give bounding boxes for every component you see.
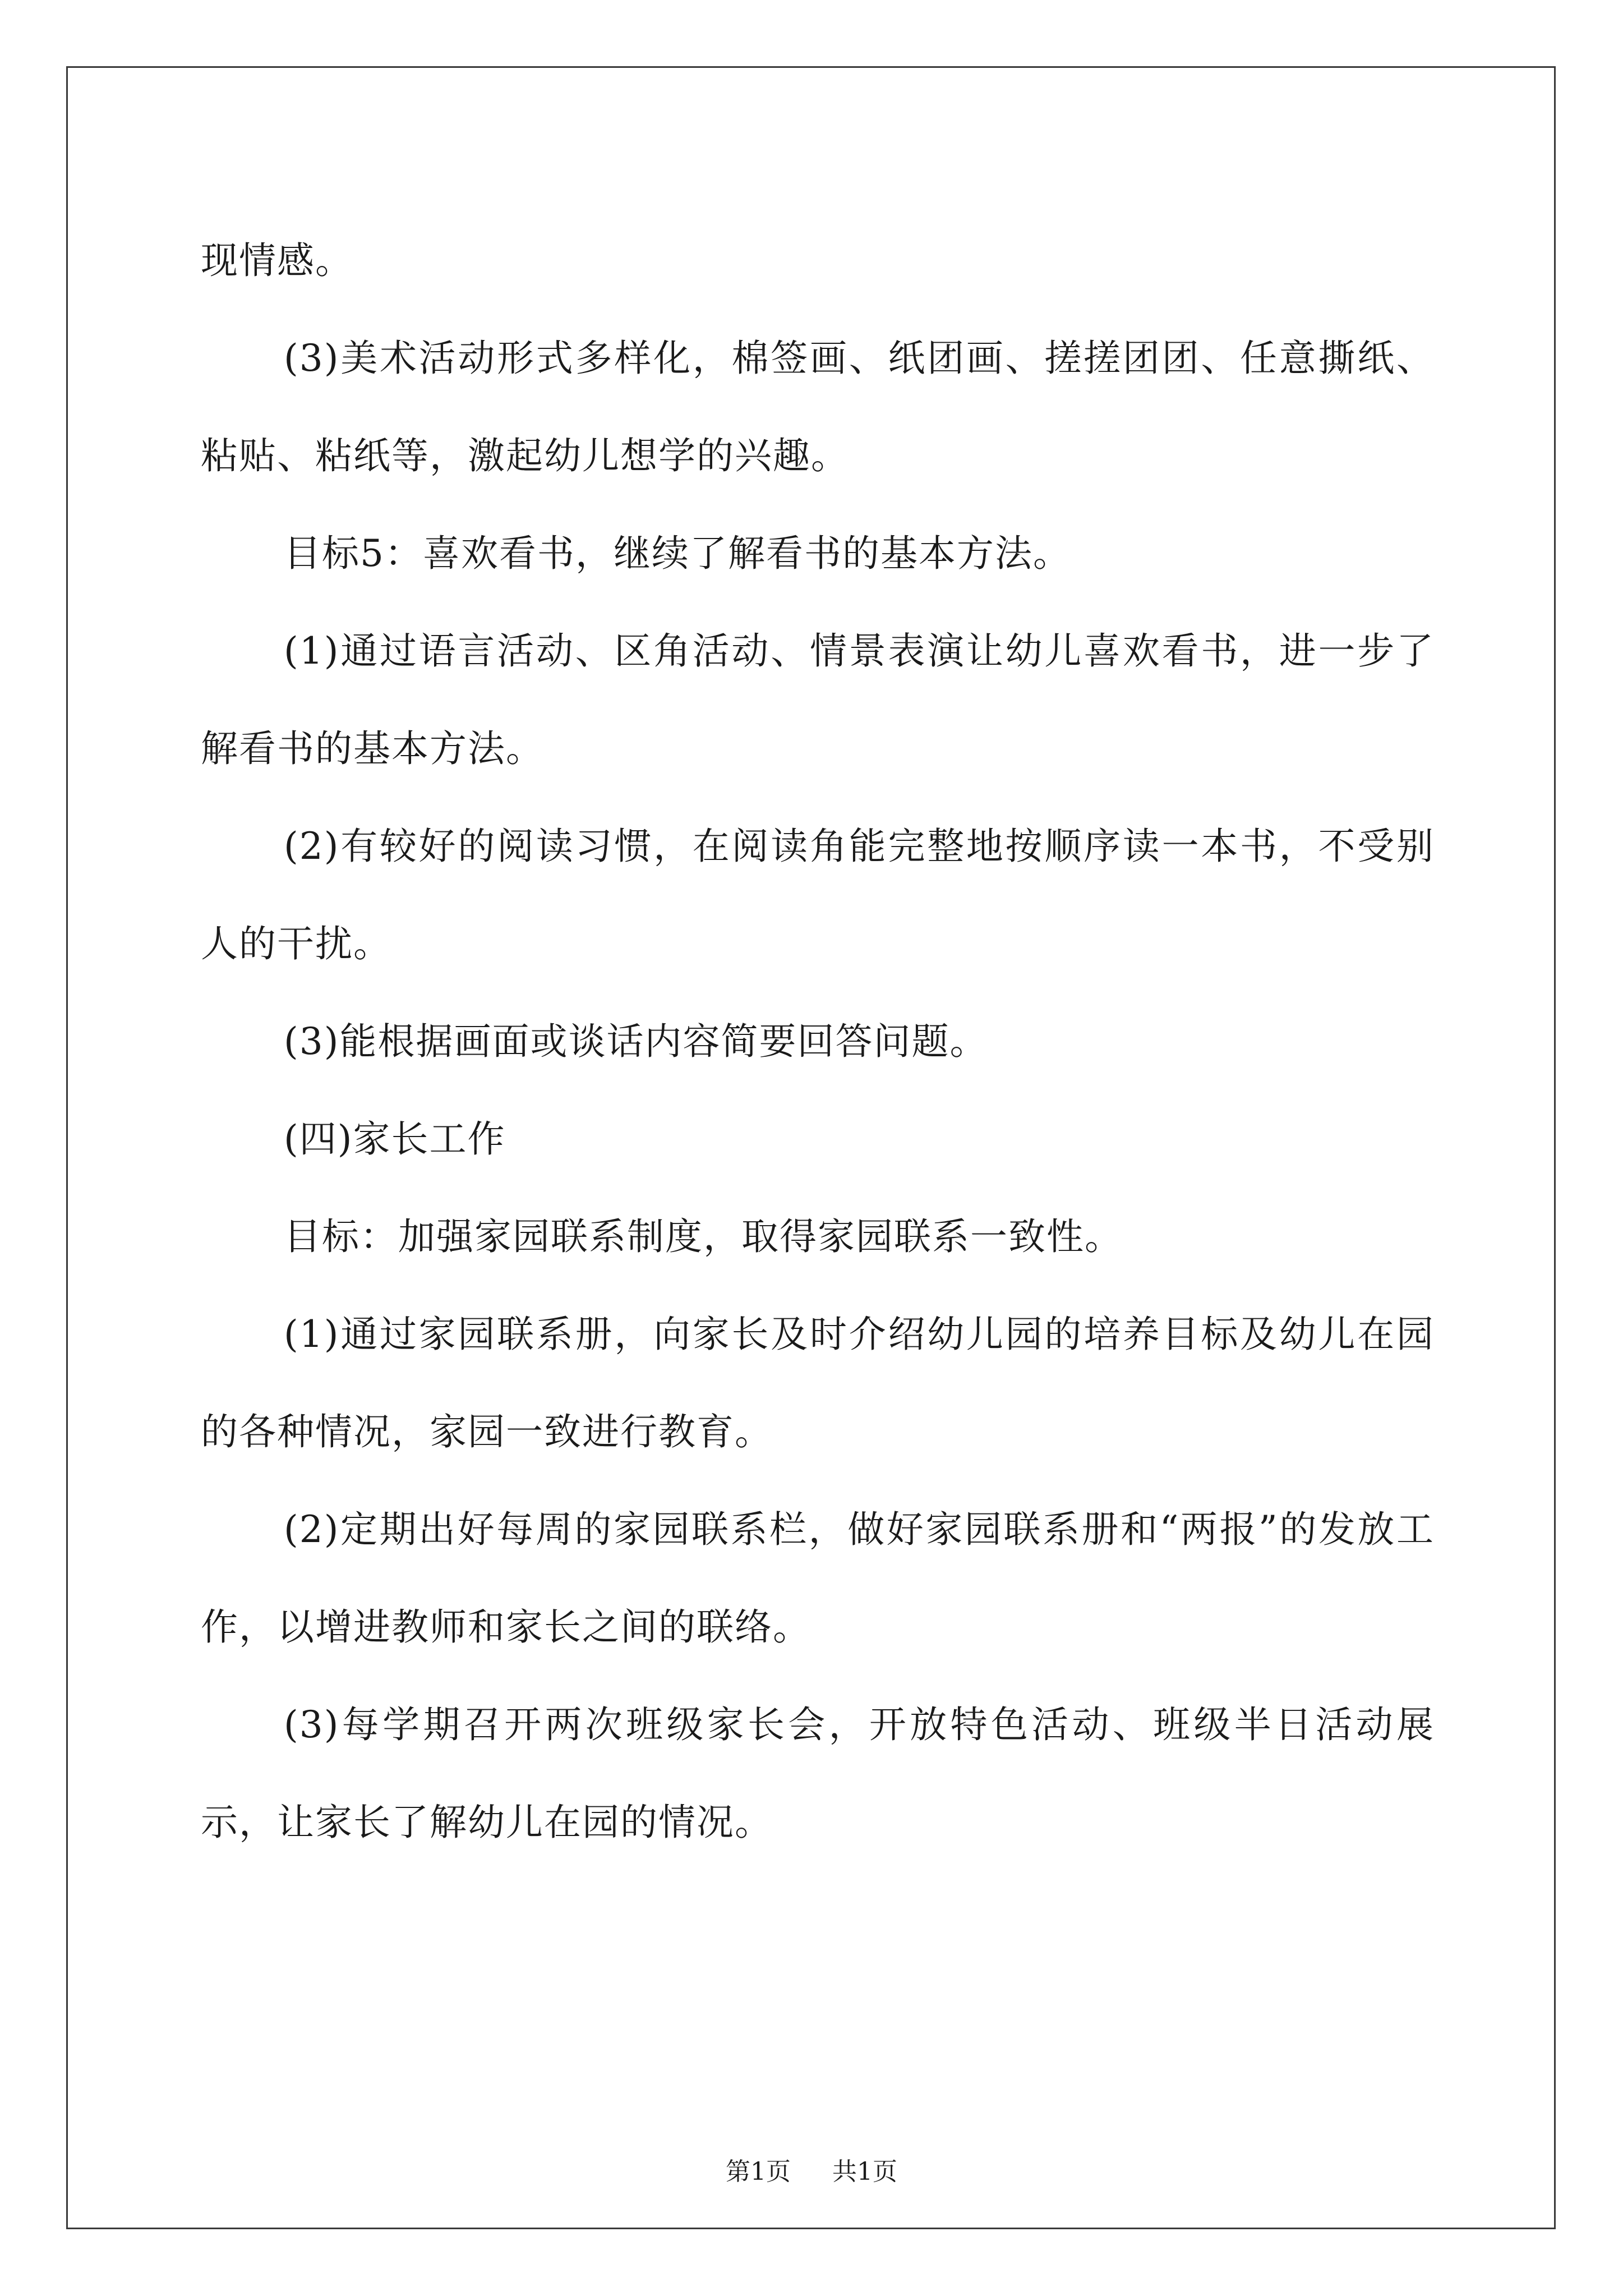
paragraph-2: (3)美术活动形式多样化，棉签画、纸团画、搓搓团团、任意撕纸、粘贴、粘纸等，激起幼儿想学的兴趣。 — [201, 337, 1435, 477]
paragraph-4: (1)通过语言活动、区角活动、情景表演让幼儿喜欢看书，进一步了解看书的基本方法。 — [201, 629, 1435, 770]
paragraph-5: (2)有较好的阅读习惯，在阅读角能完整地按顺序读一本书，不受别人的干扰。 — [201, 825, 1435, 965]
page-footer — [0, 2151, 1623, 2187]
paragraph-11: (3)每学期召开两次班级家长会，开放特色活动、班级半日活动展示，让家长了解幼儿在园的情况。 — [201, 1703, 1435, 1844]
paragraph-3: 目标5：喜欢看书，继续了解看书的基本方法。 — [284, 532, 1071, 575]
paragraph-8: 目标：加强家园联系制度，取得家园联系一致性。 — [284, 1215, 1123, 1258]
page-total: 共1页 — [832, 2157, 897, 2186]
paragraph-1: 现情感。 — [201, 239, 353, 282]
page-number: 第1页 — [726, 2157, 791, 2186]
paragraph-9: (1)通过家园联系册，向家长及时介绍幼儿园的培养目标及幼儿在园的各种情况，家园一致进行教育。 — [201, 1313, 1435, 1453]
paragraph-10: (2)定期出好每周的家园联系栏，做好家园联系册和“两报”的发放工作，以增进教师和家长之间的联络。 — [201, 1508, 1435, 1649]
paragraph-6: (3)能根据画面或谈话内容简要回答问题。 — [284, 1020, 988, 1063]
document-body — [201, 212, 1435, 1871]
section-heading: (四)家长工作 — [284, 1117, 506, 1161]
